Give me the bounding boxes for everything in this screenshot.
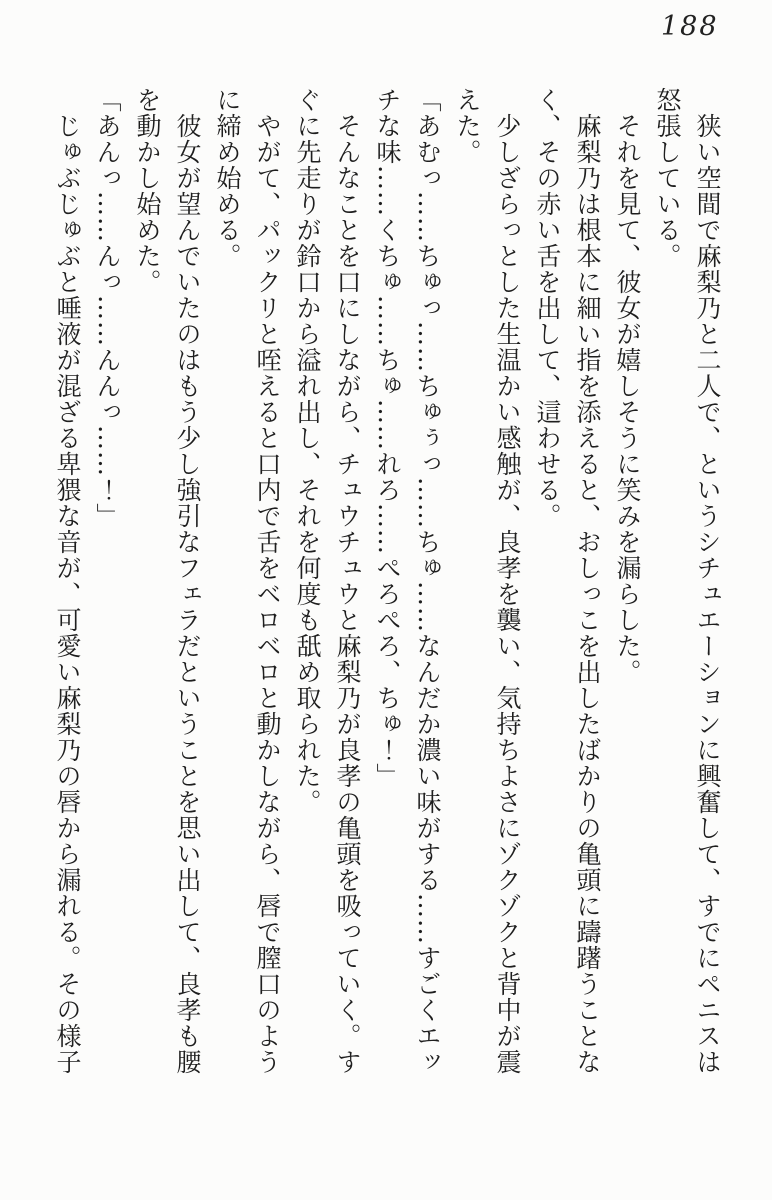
text-column: やがて、パックリと咥えると口内で舌をベロベロと動かしながら、唇で膣口のよう bbox=[253, 113, 282, 1075]
text-column: 怒張している。 bbox=[653, 87, 682, 269]
text-column: えた。 bbox=[453, 87, 482, 165]
text-column: 麻梨乃は根本に細い指を添えると、おしっこを出したばかりの亀頭に躊躇うことな bbox=[573, 113, 602, 1075]
text-column: じゅぶじゅぶと唾液が混ざる卑猥な音が、可愛い麻梨乃の唇から漏れる。その様子 bbox=[53, 113, 82, 1075]
text-column-dialogue: 「あんっ……んっ……んんっ……！」 bbox=[93, 87, 122, 529]
page-number: 188 bbox=[661, 11, 719, 42]
text-column: 彼女が望んでいたのはもう少し強引なフェラだということを思い出して、良孝も腰 bbox=[173, 113, 202, 1075]
text-column: そんなことを口にしながら、チュウチュウと麻梨乃が良孝の亀頭を吸っていく。す bbox=[333, 113, 362, 1075]
text-column-dialogue: 「あむっ……ちゅっ……ちゅぅっ……ちゅ……なんだか濃い味がする……すごくエッ bbox=[413, 87, 442, 1075]
text-column: を動かし始めた。 bbox=[133, 87, 162, 295]
text-column: ぐに先走りが鈴口から溢れ出し、それを何度も舐め取られた。 bbox=[293, 87, 322, 815]
text-column-dialogue: チな味……くちゅ……ちゅ……れろ……ぺろぺろ、ちゅ！」 bbox=[373, 87, 402, 789]
text-column: に締め始める。 bbox=[213, 87, 242, 269]
vertical-text-block bbox=[47, 87, 727, 1079]
text-column: 少しざらっとした生温かい感触が、良孝を襲い、気持ちよさにゾクゾクと背中が震 bbox=[493, 113, 522, 1075]
text-column: 狭い空間で麻梨乃と二人で、というシチュエーションに興奮して、すでにペニスは bbox=[693, 113, 722, 1075]
text-column: それを見て、彼女が嬉しそうに笑みを漏らした。 bbox=[613, 113, 642, 685]
text-column: く、その赤い舌を出して、這わせる。 bbox=[533, 87, 562, 529]
